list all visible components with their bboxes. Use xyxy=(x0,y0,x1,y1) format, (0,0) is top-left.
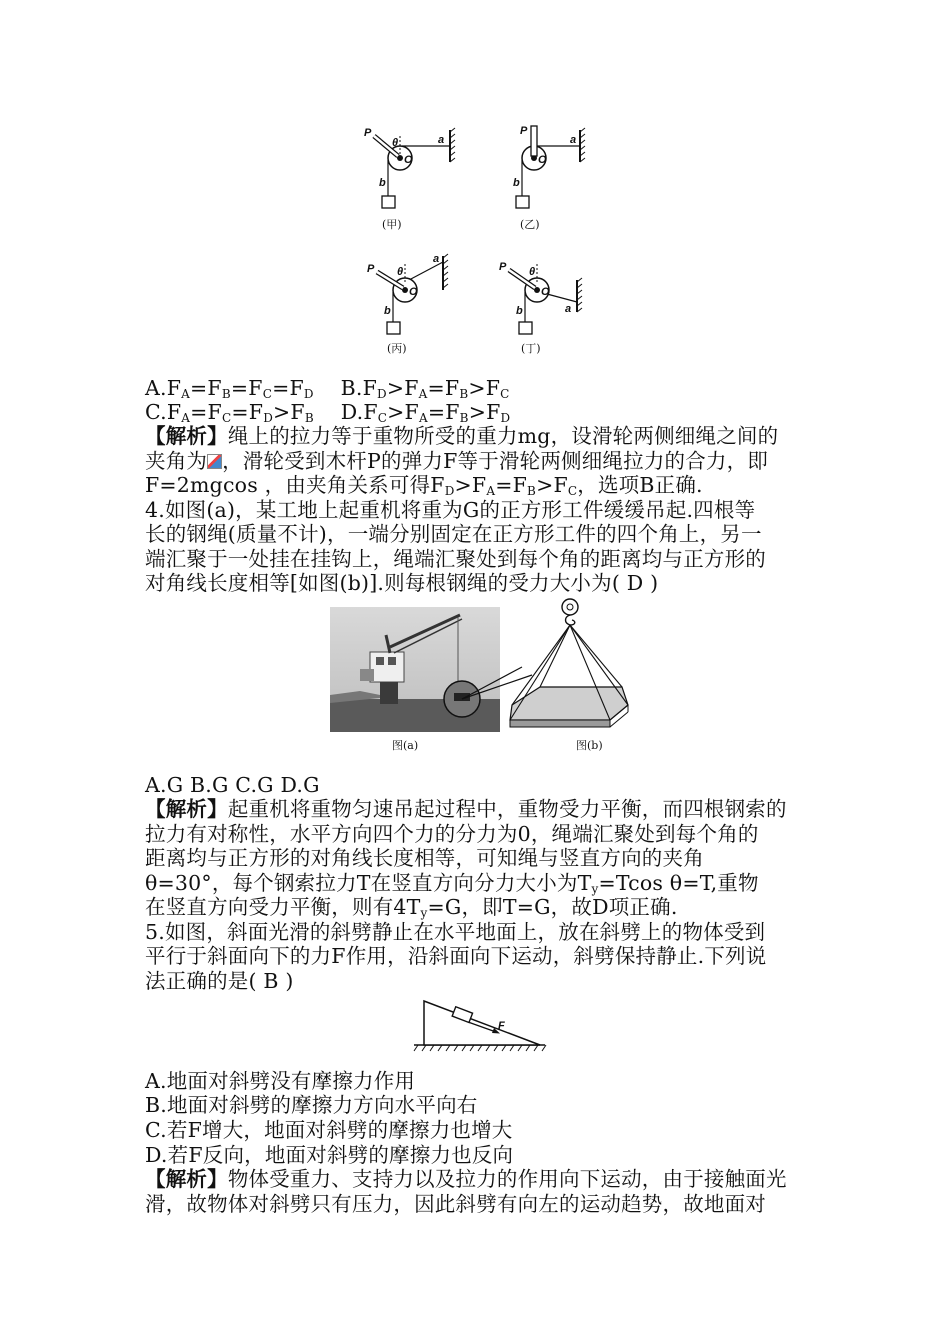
pulley-label-theta: θ xyxy=(529,266,536,278)
q5-option-d: D.若F反向，地面对斜劈的摩擦力也反向 xyxy=(145,1143,514,1167)
pulley-caption: (乙) xyxy=(520,218,540,231)
q3-options-cd: $C.F_A=F_C=F_D>F_B$ $D.F_C>F_A=F_B>F_D$ xyxy=(145,400,511,425)
crane-captions xyxy=(330,735,630,755)
pulley-label-p: P xyxy=(367,263,375,275)
force-label-f: F xyxy=(498,1020,505,1032)
pulley-label-b: b xyxy=(513,177,520,189)
pulley-label-theta: θ xyxy=(392,137,399,149)
q3-analysis-line3: F=2mgcos ，由夹角关系可得$F_D>F_A=F_B>F_C$，选项B正确. xyxy=(145,473,703,498)
pulley-figure-ding xyxy=(495,250,605,360)
pulley-label-o: O xyxy=(541,286,550,298)
pulley-caption: (丁) xyxy=(521,342,541,355)
caption-b: 图(b) xyxy=(576,739,603,752)
q4-options: A.G B.G C.G D.G xyxy=(145,773,320,797)
pulley-figure-yi xyxy=(490,120,600,235)
q4-analysis-line1: 【解析】起重机将重物匀速吊起过程中，重物受力平衡，而四根钢索的 xyxy=(145,797,787,821)
incline-diagram xyxy=(410,995,550,1055)
pulley-label-o: O xyxy=(538,154,547,166)
q4-stem-line2: 长的钢绳(质量不计)，一端分别固定在正方形工件的四个角上，另一 xyxy=(145,522,762,546)
broken-image-icon xyxy=(207,454,222,469)
pyramid-diagram xyxy=(460,595,640,755)
pulley-label-a: a xyxy=(570,134,577,146)
q5-option-b: B.地面对斜劈的摩擦力方向水平向右 xyxy=(145,1093,478,1117)
q5-stem-line1: 5.如图，斜面光滑的斜劈静止在水平地面上，放在斜劈上的物体受到 xyxy=(145,920,766,944)
pulley-label-b: b xyxy=(379,177,386,189)
pulley-label-b: b xyxy=(384,305,391,317)
pulley-label-a: a xyxy=(565,303,572,315)
pulley-figure-jia xyxy=(360,120,470,235)
q5-option-a: A.地面对斜劈没有摩擦力作用 xyxy=(145,1069,416,1093)
q5-stem-line3: 法正确的是( B ) xyxy=(145,969,294,993)
q5-option-c: C.若F增大，地面对斜劈的摩擦力也增大 xyxy=(145,1118,513,1142)
q3-analysis-line2: 夹角为 ，滑轮受到木杆P的弹力F等于滑轮两侧细绳拉力的合力，即 xyxy=(145,449,769,473)
pulley-label-o: O xyxy=(404,154,413,166)
q3-options-ab: $A.F_A=F_B=F_C=F_D$ $B.F_D>F_A=F_B>F_C$ xyxy=(145,376,510,401)
q4-stem-line3: 端汇聚于一处挂在挂钩上，绳端汇聚处到每个角的距离均与正方形的 xyxy=(145,547,766,571)
q5-stem-line2: 平行于斜面向下的力F作用，沿斜面向下运动，斜劈保持静止.下列说 xyxy=(145,944,767,968)
q4-stem-line4: 对角线长度相等[如图(b)].则每根钢绳的受力大小为( D ) xyxy=(145,571,659,595)
q4-analysis-line4: θ=30°，每个钢索拉力T在竖直方向分力大小为$T_y=Tcos$ θ=T,重物 xyxy=(145,871,759,896)
pulley-caption: (丙) xyxy=(387,342,407,355)
q4-analysis-line3: 距离均与正方形的对角线长度相等，可知绳与竖直方向的夹角 xyxy=(145,846,704,870)
q5-analysis-line1: 【解析】物体受重力、支持力以及拉力的作用向下运动，由于接触面光 xyxy=(145,1167,787,1191)
pulley-label-theta: θ xyxy=(397,266,404,278)
pulley-caption: (甲) xyxy=(382,218,402,231)
pulley-label-p: P xyxy=(364,127,372,139)
pulley-label-p: P xyxy=(520,125,528,137)
pulley-label-a: a xyxy=(433,253,440,265)
q4-stem-line1: 4.如图(a)，某工地上起重机将重为G的正方形工件缓缓吊起.四根等 xyxy=(145,498,756,522)
q4-analysis-line2: 拉力有对称性，水平方向四个力的分力为0，绳端汇聚处到每个角的 xyxy=(145,822,759,846)
q5-analysis-line2: 滑，故物体对斜劈只有压力，因此斜劈有向左的运动趋势，故地面对 xyxy=(145,1192,766,1216)
pulley-figure-bing xyxy=(365,250,475,360)
pulley-label-b: b xyxy=(516,305,523,317)
pulley-label-a: a xyxy=(438,134,445,146)
pulley-label-o: O xyxy=(409,286,418,298)
caption-a: 图(a) xyxy=(392,739,419,752)
q3-analysis-line1: 【解析】绳上的拉力等于重物所受的重力mg，设滑轮两侧细绳之间的 xyxy=(145,424,779,448)
q4-analysis-line5: 在竖直方向受力平衡，则有$4T_y=G$，即T=G，故D项正确. xyxy=(145,895,678,920)
pulley-label-p: P xyxy=(499,261,507,273)
